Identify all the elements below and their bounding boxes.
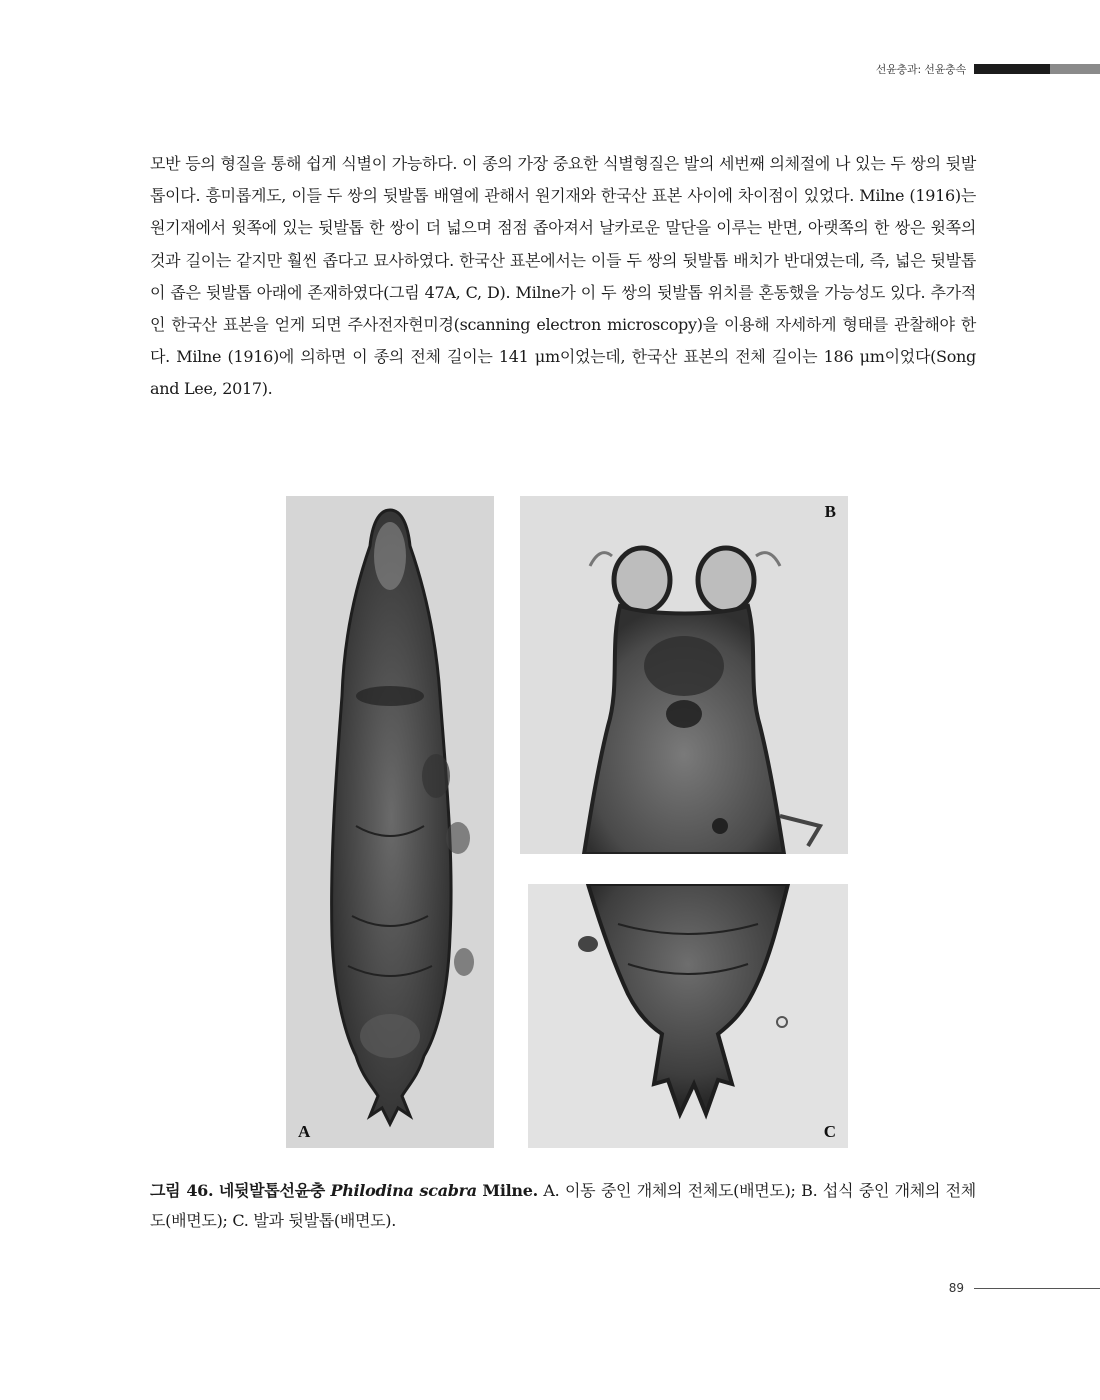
caption-korean-name: 네뒷발톱선윤충 <box>218 1181 325 1200</box>
figure-46 <box>286 496 848 1148</box>
header-bar-dark <box>974 64 1050 74</box>
panel-label-a: A <box>298 1122 311 1141</box>
rotifer-foot-spurs-icon <box>528 884 848 1148</box>
figure-panel-a <box>286 496 494 1148</box>
caption-author: Milne. <box>482 1181 538 1200</box>
page-number: 89 <box>948 1281 964 1295</box>
page-footer <box>949 1281 1100 1295</box>
caption-description: A. 이동 중인 개체의 전체도(배면도); B. 섭식 중인 개체의 전체도(배면도); C. 발과 뒷발톱(배면도). <box>150 1181 976 1230</box>
figure-panel-b <box>520 496 848 854</box>
figure-panel-c <box>528 884 848 1148</box>
caption-scientific-name: Philodina scabra <box>330 1181 477 1200</box>
caption-figure-number: 그림 46. <box>150 1181 214 1200</box>
panel-label-b: B <box>824 502 836 521</box>
footer-rule <box>974 1288 1100 1289</box>
rotifer-whole-body-icon <box>286 496 494 1148</box>
running-header <box>876 62 1100 76</box>
header-bar-grey <box>1050 64 1100 74</box>
body-paragraph: 모반 등의 형질을 통해 쉽게 식별이 가능하다. 이 종의 가장 중요한 식별형질은 발의 세번째 의체절에 나 있는 두 쌍의 뒷발톱이다. 흥미롭게도, 이들 두 쌍의 뒷발톱 배열에 관해서 원기재와 한국산 표본 사이에 차이점이 있었다. Milne (1916)는 원기재에서 윗쪽에 있는 뒷발톱 한 쌍이 더 넓으며 점점 좁아져서 날카로운 말단을 이루는 반면, 아랫쪽의 한 쌍은 윗쪽의 것과 길이는 같지만 훨씬 좁다고 묘사하였다. 한국산 표본에서는 이들 두 쌍의 뒷발톱 배치가 반대였는데, 즉, 넓은 뒷발톱이 좁은 뒷발톱 아래에 존재하였다(그림 47A, C, D). Milne가 이 두 쌍의 뒷발톱 위치를 혼동했을 가능성도 있다. 추가적인 한국산 표본을 얻게 되면 주사전자현미경(scanning electron microscopy)을 이용해 자세하게 형태를 관찰해야 한다. Milne (1916)에 의하면 이 종의 전체 길이는 141 μm이었는데, 한국산 표본의 전체 길이는 186 μm이었다(Song and Lee, 2017). <box>150 154 976 399</box>
figure-caption <box>150 1176 976 1236</box>
body-text <box>150 148 976 406</box>
panel-label-c: C <box>823 1122 836 1141</box>
rotifer-feeding-head-icon <box>520 496 848 854</box>
section-title: 선윤충과: 선윤충속 <box>875 63 966 76</box>
